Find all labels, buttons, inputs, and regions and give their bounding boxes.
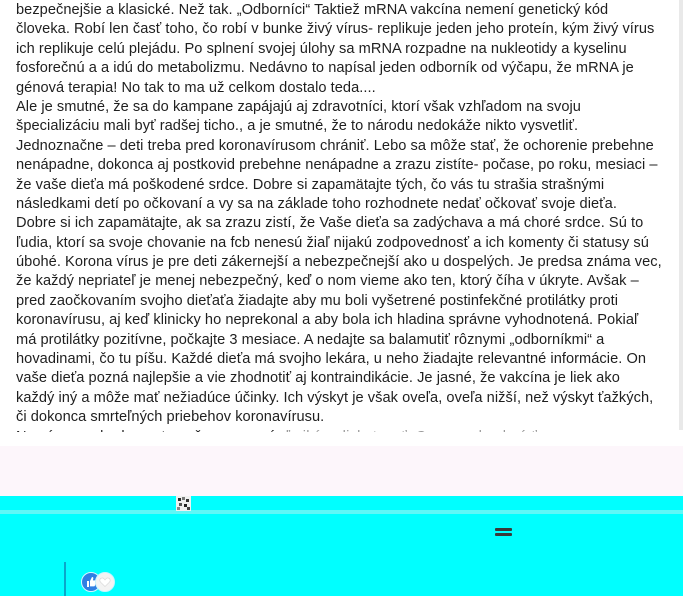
white-band — [0, 432, 683, 446]
post-line: fosforečnú a a idú do metabolizmu. Nedávno to napísal jeden odborník od výčapu, že mRNA je — [16, 60, 634, 77]
cyan-highlight-strip — [0, 510, 683, 514]
post-line: má protilátky pozitívne, počkajte 3 mesiace. A nedajte sa balamutiť rôznymi „odborníkmi“ a — [16, 331, 605, 348]
post-line: následkami detí po očkovaní a vy sa na základe toho rozhodnete nedať očkovať svoje dieťa. — [16, 195, 617, 212]
post-line: bezpečnejšie a klasické. Než tak. „Odborníci“ Taktiež mRNA vakcína nemení genetický kód — [16, 2, 609, 18]
comment-divider — [64, 562, 66, 596]
post-line: úbohé. Korona vírus je pre deti zákernejší a nebezpečnejší ako u dospelých. Je predsa známa vec, — [16, 254, 662, 271]
post-line: špecializáciu mali byť radšej ticho., a je smutné, že to národu nedokáže nikto vysvetliť. — [16, 118, 579, 135]
post-line: vaše dieťa pozná najlepšie a vie zhodnotiť aj kontraindikácie. Je jasné, že vakcína je liek ako — [16, 370, 620, 387]
post-line: ich replikuje celú plejádu. Po splnení svojej úlohy sa mRNA rozpadne na nukleotidy a kyselinu — [16, 40, 627, 57]
post-line: Dobre si ich zapamätajte, ak sa zrazu zistí, že Vaše dieťa sa zadýchava a má choré srdce. Sú to — [16, 215, 644, 232]
post-line: Ale je smutné, že sa do kampane zapájajú aj zdravotníci, ktorí však vzhľadom na svoju — [16, 98, 581, 115]
hamburger-menu-icon[interactable] — [495, 528, 512, 541]
post-line: že každý nepriateľ je menej nebezpečný, keď o nom vieme ako ten, ktorý číha v úkryte. Avšak – — [16, 273, 639, 290]
post-line: nenápadne, dokonca aj postkovid prebehne nenápadne a zrazu zistíte- počase, po roku, mesiaci – — [16, 157, 658, 174]
reactions-group[interactable] — [81, 572, 121, 592]
post-line: človeka. Robí len časť toho, čo robí v bunke živý vírus- replikuje jeden jeho proteín, kým živý vírus — [16, 21, 655, 38]
tinted-band — [0, 446, 683, 496]
post-line: koronavírusu, aj keď klinicky ho neprekonal a aby bola ich hladina správne vyhodnotená. Pokiaľ — [16, 312, 639, 329]
menu-bar — [495, 533, 512, 536]
post-line: ľudia, ktorí sa svoje chovanie na fcb nenesú žiaľ nijakú zodpovednosť a ich komenty či statusy sú — [16, 234, 649, 251]
post-line: či dokonca smrteľných priebehov koronavírusu. — [16, 409, 325, 426]
menu-bar — [495, 528, 512, 531]
post-line: Jednoznačne – deti treba pred koronavírusom chrániť. Lebo sa môže stať, že ochorenie prebehne — [16, 137, 654, 154]
post-line: že vaše dieťa má poškodené srdce. Dobre si zapamätajte tých, čo vás tu strašia strašnými — [16, 176, 605, 193]
post-line: pred zaočkovaním svojho dieťaťa žiadajte aby mu boli vyšetrené postinfekčné protilátky proti — [16, 292, 619, 309]
scrollbar-track[interactable] — [679, 0, 683, 430]
post-line: génová terapia! No tak to ma už celkom dostalo teda.... — [16, 79, 376, 96]
post-line: každý iný a môže mať nežiadúce účinky. Ich výskyt je však oveľa, oveľa nižší, než výskyt ťažkých, — [16, 389, 654, 406]
love-reaction-icon[interactable] — [95, 572, 115, 592]
post-body-text — [16, 1, 676, 447]
post-line: hovadinami, čo tu píšu. Každé dieťa má svojho lekára, u neho žiadajte relevantné informácie. On — [16, 351, 647, 368]
artifact-icon — [176, 496, 191, 511]
